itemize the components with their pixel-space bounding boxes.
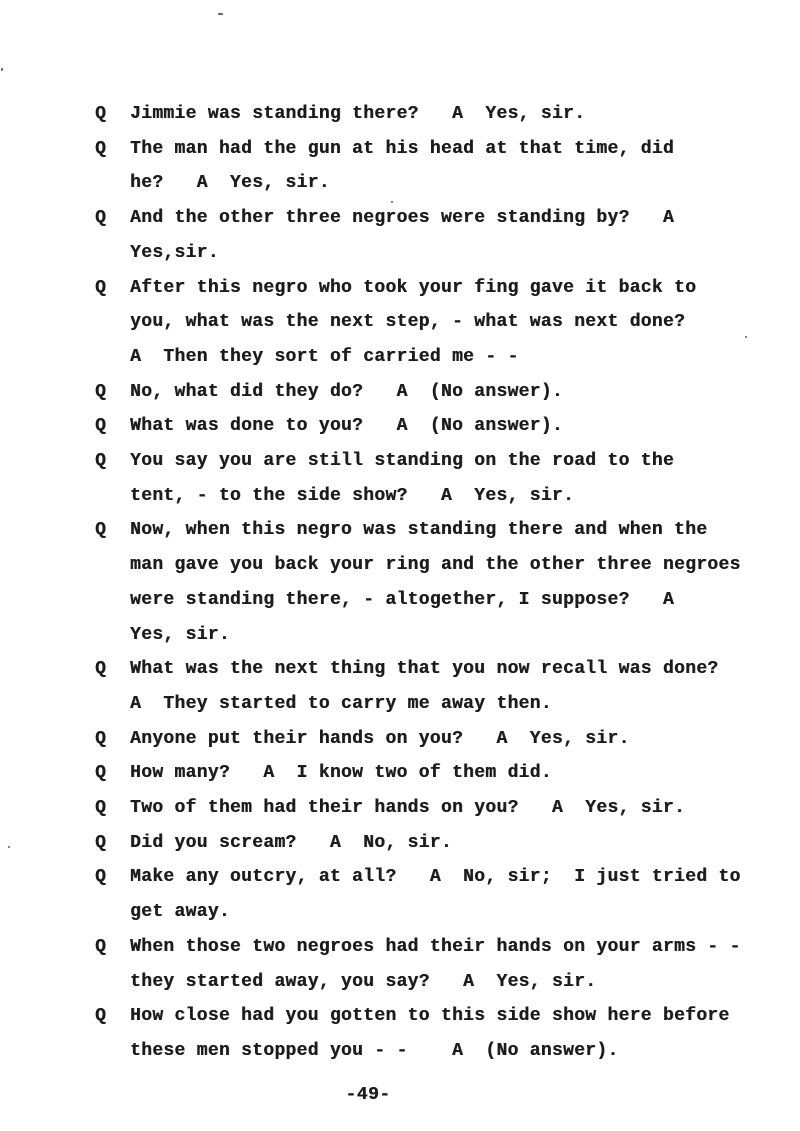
qa-entry xyxy=(95,444,755,513)
qa-entry xyxy=(95,999,755,1068)
transcript-line: Jimmie was standing there? A Yes, sir. xyxy=(130,104,586,124)
transcript-line: tent, - to the side show? A Yes, sir. xyxy=(130,485,575,506)
transcript-line: Make any outcry, at all? A No, sir; I just tried to xyxy=(130,867,741,888)
transcript-line: Anyone put their hands on you? A Yes, sir. xyxy=(130,728,630,749)
question-marker: Q xyxy=(95,728,107,749)
entry-lines xyxy=(130,930,741,999)
qa-entry xyxy=(95,791,755,826)
qa-entry xyxy=(95,375,755,410)
transcript-line: man gave you back your ring and the other three negroes xyxy=(130,555,741,576)
qa-entry xyxy=(95,97,755,132)
transcript-line: And the other three negroes were standing by? A xyxy=(130,208,674,229)
scan-speck xyxy=(218,13,223,15)
transcript-line: The man had the gun at his head at that time, did xyxy=(130,138,674,159)
transcript-line: they started away, you say? A Yes, sir. xyxy=(130,971,597,992)
transcript-line: What was the next thing that you now recall was done? xyxy=(130,659,719,680)
question-marker: Q xyxy=(95,798,107,819)
page-number: -49- xyxy=(345,1085,391,1105)
question-marker: Q xyxy=(95,936,107,957)
qa-entry xyxy=(95,722,755,757)
question-marker: Q xyxy=(95,659,107,680)
transcript-line: After this negro who took your fing gave it back to xyxy=(130,277,697,298)
entry-lines xyxy=(130,201,674,270)
entry-lines xyxy=(130,513,741,652)
question-marker: Q xyxy=(95,138,107,159)
qa-entry xyxy=(95,826,755,861)
transcript-line: Two of them had their hands on you? A Yes, sir. xyxy=(130,798,686,819)
question-marker: Q xyxy=(95,381,107,402)
entry-lines xyxy=(130,271,696,375)
question-marker: Q xyxy=(95,416,107,437)
qa-entry xyxy=(95,860,755,929)
transcript xyxy=(95,97,755,1069)
qa-entry xyxy=(95,271,755,375)
transcript-line: Yes, sir. xyxy=(130,624,230,645)
qa-entry xyxy=(95,201,755,270)
scan-speck xyxy=(1,68,3,71)
transcript-line: You say you are still standing on the road to the xyxy=(130,451,674,472)
entry-lines xyxy=(130,132,674,201)
entry-lines xyxy=(130,444,674,513)
entry-lines xyxy=(130,860,741,929)
question-marker: Q xyxy=(95,1006,107,1027)
question-marker: Q xyxy=(95,867,107,888)
entry-lines xyxy=(130,756,552,791)
transcript-line: Did you scream? A No, sir. xyxy=(130,832,452,853)
entry-lines xyxy=(130,722,630,757)
transcript-line: get away. xyxy=(130,902,230,923)
entry-lines xyxy=(130,409,563,444)
transcript-line: How close had you gotten to this side show here before xyxy=(130,1006,730,1027)
transcript-line: he? A Yes, sir. xyxy=(130,173,330,194)
entry-lines xyxy=(130,826,452,861)
transcript-line: What was done to you? A (No answer). xyxy=(130,416,563,437)
transcript-line: How many? A I know two of them did. xyxy=(130,763,552,784)
entry-lines xyxy=(130,791,685,826)
transcript-line: you, what was the next step, - what was next done? xyxy=(130,312,686,333)
question-marker: Q xyxy=(95,763,107,784)
transcript-line: A They started to carry me away then. xyxy=(130,693,552,714)
transcript-line: Now, when this negro was standing there and when the xyxy=(130,520,708,541)
transcript-line: were standing there, - altogether, I suppose? A xyxy=(130,589,674,610)
transcript-line: No, what did they do? A (No answer). xyxy=(130,381,563,402)
qa-entry xyxy=(95,652,755,721)
entry-lines xyxy=(130,999,730,1068)
question-marker: Q xyxy=(95,104,107,124)
question-marker: Q xyxy=(95,520,107,541)
transcript-line: When those two negroes had their hands on your arms - - xyxy=(130,936,741,957)
transcript-line: these men stopped you - - A (No answer). xyxy=(130,1040,619,1061)
question-marker: Q xyxy=(95,451,107,472)
entry-lines xyxy=(130,652,718,721)
transcript-line: Yes,sir. xyxy=(130,242,219,263)
question-marker: Q xyxy=(95,208,107,229)
qa-entry xyxy=(95,513,755,652)
scan-speck xyxy=(8,846,10,848)
question-marker: Q xyxy=(95,277,107,298)
qa-entry xyxy=(95,132,755,201)
transcript-line: A Then they sort of carried me - - xyxy=(130,346,519,367)
qa-entry xyxy=(95,756,755,791)
entry-lines xyxy=(130,97,585,132)
entry-lines xyxy=(130,375,563,410)
qa-entry xyxy=(95,409,755,444)
question-marker: Q xyxy=(95,832,107,853)
qa-entry xyxy=(95,930,755,999)
